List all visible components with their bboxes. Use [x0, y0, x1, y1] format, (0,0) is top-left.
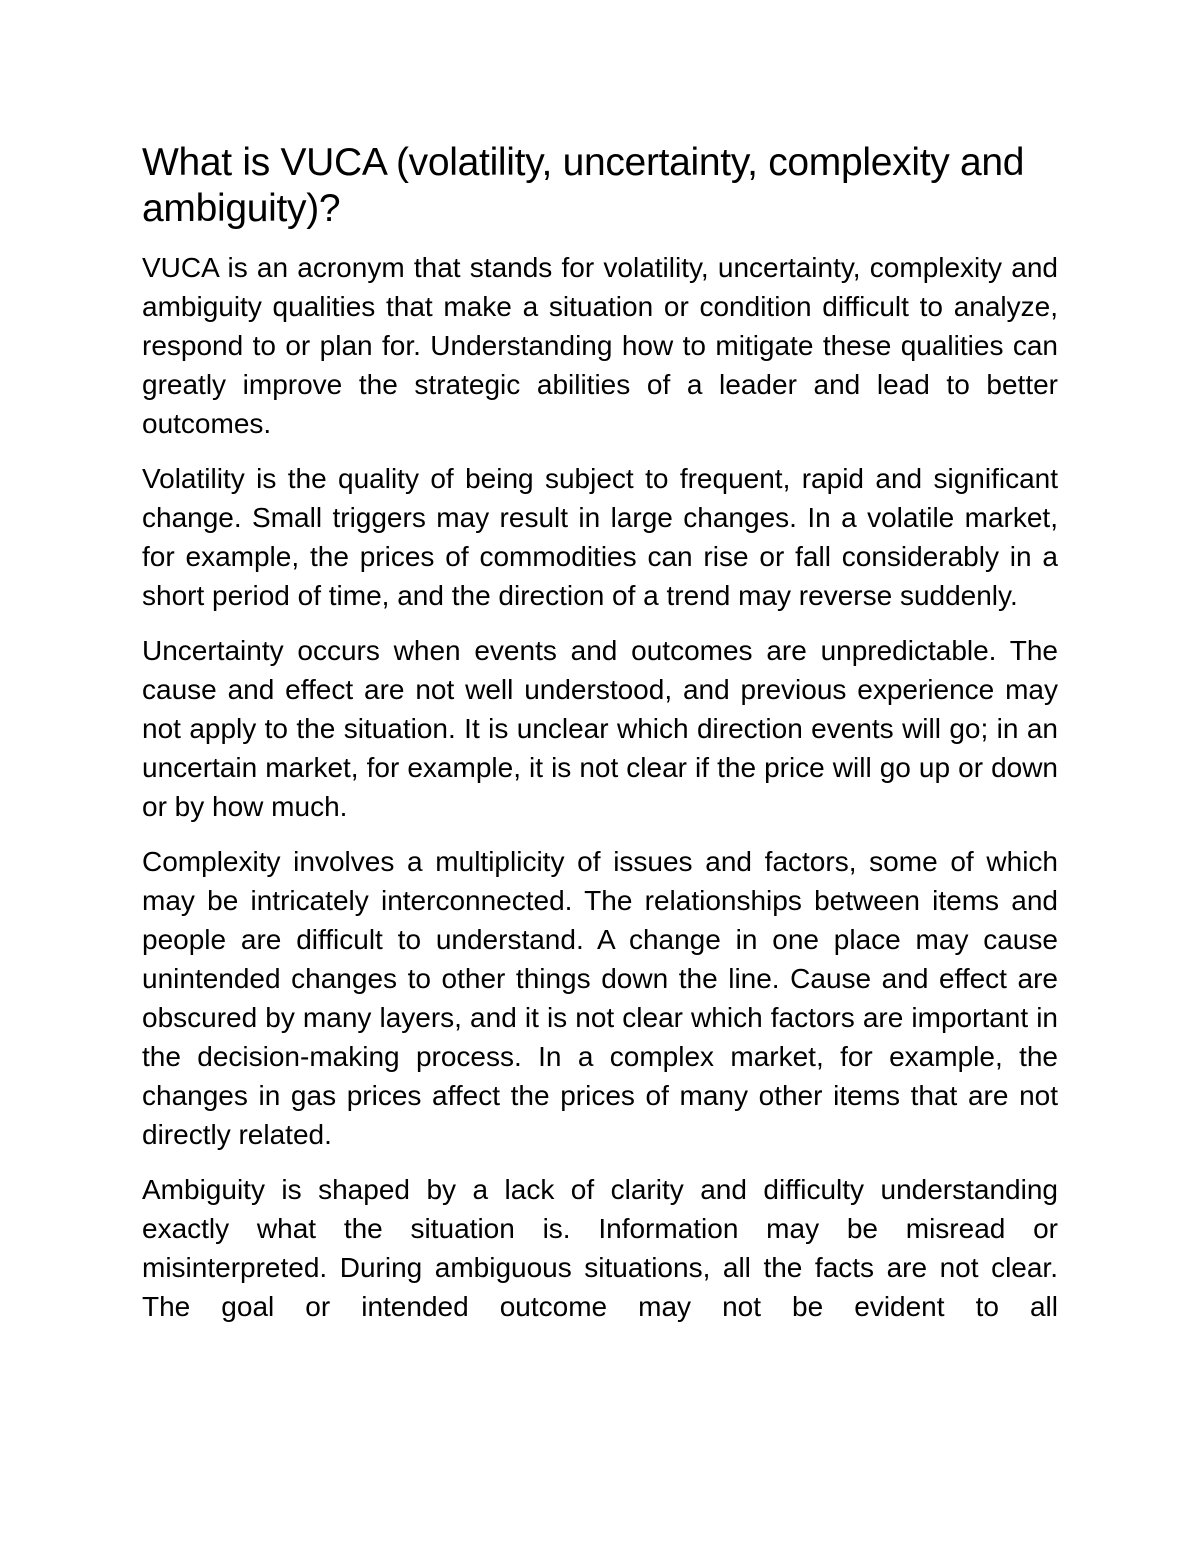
- paragraph-ambiguity: Ambiguity is shaped by a lack of clarity and difficulty understanding exactly what the situation is. Information may be misread or misinterpreted. During ambiguous situations, all the facts are not clear. The goal or intended outcome may not be evident to all: [142, 1174, 1058, 1322]
- paragraph-volatility: Volatility is the quality of being subject to frequent, rapid and significant change. Small triggers may result in large changes. In a volatile market, for example, the prices of commodities can rise or fall considerably in a short period of time, and the direction of a trend may reverse suddenly.: [142, 463, 1058, 611]
- paragraph-uncertainty: Uncertainty occurs when events and outcomes are unpredictable. The cause and effect are not well understood, and previous experience may not apply to the situation. It is unclear which direction events will go; in an uncertain market, for example, it is not clear if the price will go up or down or by how much.: [142, 635, 1058, 822]
- document-page: [142, 140, 1058, 1342]
- document-title: What is VUCA (volatility, uncertainty, complexity and ambiguity)?: [142, 141, 1025, 230]
- paragraph-complexity: Complexity involves a multiplicity of issues and factors, some of which may be intricately interconnected. The relationships between items and people are difficult to understand. A change in one place may cause unintended changes to other things down the line. Cause and effect are obscured by many layers, and it is not clear which factors are important in the decision-making process. In a complex market, for example, the changes in gas prices affect the prices of many other items that are not directly related.: [142, 846, 1058, 1150]
- paragraph-vuca-definition: VUCA is an acronym that stands for volatility, uncertainty, complexity and ambiguity qualities that make a situation or condition difficult to analyze, respond to or plan for. Understanding how to mitigate these qualities can greatly improve the strategic abilities of a leader and lead to better outcomes.: [142, 252, 1058, 439]
